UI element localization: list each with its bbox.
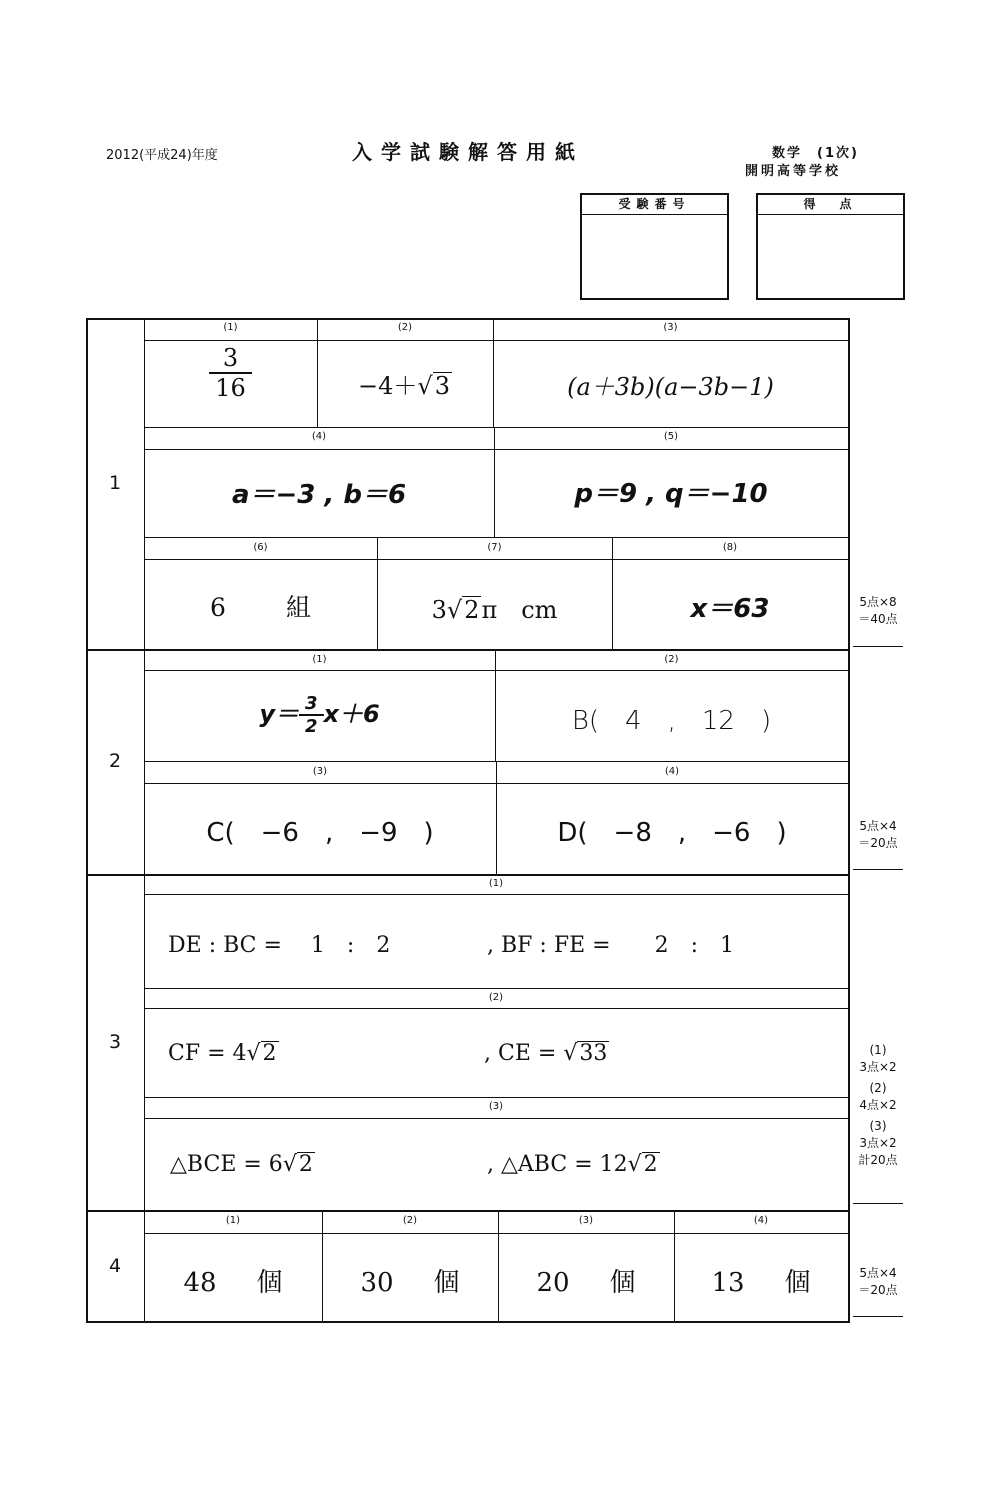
- answer-3-1-right: , BF : FE = 2 : 1: [487, 933, 734, 958]
- sub-label: (2): [664, 654, 679, 665]
- sub-label: (3): [578, 1215, 594, 1226]
- answer-4-3: 20 個: [536, 1268, 636, 1298]
- answer-4-4: 13 個: [711, 1268, 811, 1298]
- score-note-1: 5点×8 ＝40点: [858, 595, 898, 626]
- section-divider: [86, 874, 850, 876]
- answer-1-2: −4＋√3: [358, 372, 450, 400]
- question-number: 3: [108, 1031, 122, 1053]
- answer-1-8: x＝63: [690, 594, 770, 624]
- subject-label: 数学 (1次): [772, 146, 859, 161]
- school-name: 開明高等学校: [745, 164, 842, 179]
- answer-3-3-right: , △ABC = 12√2: [487, 1152, 658, 1177]
- sub-label: (2): [402, 1215, 418, 1226]
- score-label: 得 点: [758, 195, 903, 215]
- sub-label: (3): [488, 1101, 504, 1112]
- sub-label: (4): [753, 1215, 769, 1226]
- sub-label: (4): [664, 766, 680, 777]
- question-number: 1: [108, 472, 122, 494]
- sub-label: (5): [663, 431, 679, 442]
- answer-4-1: 48 個: [183, 1268, 283, 1298]
- sub-label: (1): [488, 878, 504, 889]
- score-note-3: (1) 3点×2 (2) 4点×2 (3) 3点×2 計20点: [858, 1043, 898, 1167]
- answer-3-3-left: △BCE = 6√2: [170, 1152, 313, 1177]
- section-divider: [86, 1210, 850, 1212]
- answer-1-7: 3√2π cm: [431, 596, 558, 624]
- sub-label: (6): [253, 542, 268, 553]
- sub-label: (1): [312, 654, 327, 665]
- sub-label: (3): [663, 322, 678, 333]
- question-number: 4: [108, 1255, 122, 1277]
- exam-number-box[interactable]: [580, 193, 729, 300]
- answer-3-2-right: , CE = √33: [484, 1041, 608, 1066]
- sub-label: (4): [311, 431, 327, 442]
- answer-3-2-left: CF = 4√2: [168, 1041, 277, 1066]
- score-note-2: 5点×4 ＝20点: [858, 819, 898, 850]
- sub-label: (1): [225, 1215, 241, 1226]
- answer-1-4: a＝−3 , b＝6: [231, 480, 407, 510]
- answer-2-2: B( 4 , 12 ): [571, 706, 772, 736]
- score-note-4: 5点×4 ＝20点: [858, 1266, 898, 1297]
- answer-1-5: p＝9 , q＝−10: [574, 479, 768, 509]
- answer-1-3: (a＋3b)(a−3b−1): [567, 373, 774, 401]
- page-title: 入学試験解答用紙: [352, 140, 584, 164]
- answer-2-4: D( −8 , −6 ): [557, 818, 787, 848]
- question-number: 2: [108, 750, 122, 772]
- sub-label: (2): [397, 322, 413, 333]
- answer-1-6: 6 組: [210, 593, 311, 622]
- answer-1-1: $\frac{3}{16}$: [144, 344, 317, 402]
- score-box[interactable]: [756, 193, 905, 300]
- sub-label: (2): [488, 992, 504, 1003]
- sub-label: (7): [487, 542, 502, 553]
- sub-label: (8): [722, 542, 738, 553]
- answer-2-1: y＝ $\frac{3}{2}$ x＋6: [259, 693, 380, 737]
- section-divider: [86, 649, 850, 651]
- answer-4-2: 30 個: [360, 1268, 460, 1298]
- sub-label: (3): [312, 766, 328, 777]
- exam-number-label: 受験番号: [582, 195, 727, 215]
- sub-label: (1): [223, 322, 238, 333]
- answer-2-3: C( −6 , −9 ): [206, 818, 434, 848]
- year-label: 2012(平成24)年度: [106, 148, 218, 163]
- answer-3-1-left: DE : BC = 1 : 2: [168, 933, 391, 958]
